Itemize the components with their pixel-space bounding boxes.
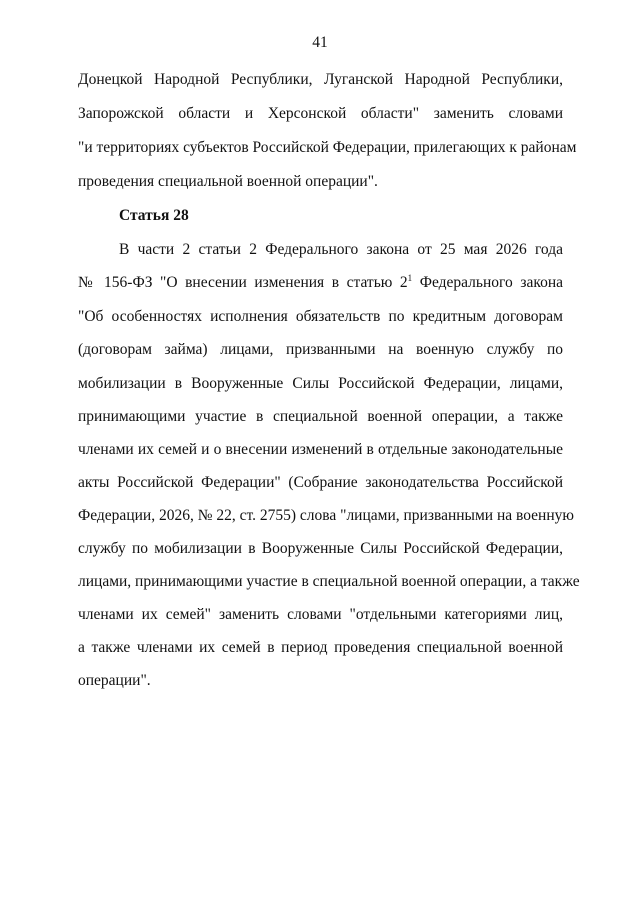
- text-line: а также членами их семей в период проведения специальной военной: [78, 639, 563, 656]
- text-line: "и территориях субъектов Российской Федерации, прилегающих к районам: [78, 139, 577, 156]
- text-line: "Об особенностях исполнения обязательств по кредитным договорам: [78, 308, 563, 325]
- text-fragment: Федерального закона: [412, 274, 563, 291]
- text-line: принимающими участие в специальной военной операции, а также: [78, 408, 563, 425]
- text-line: мобилизации в Вооруженные Силы Российской Федерации, лицами,: [78, 375, 563, 392]
- text-line: Федерации, 2026, № 22, ст. 2755) слова "лицами, призванными на военную: [78, 507, 574, 524]
- superscript: 1: [407, 272, 413, 283]
- text-line: службу по мобилизации в Вооруженные Силы Российской Федерации,: [78, 540, 563, 557]
- page-number: 41: [312, 34, 328, 51]
- text-line: В части 2 статьи 2 Федерального закона от 25 мая 2026 года: [119, 241, 563, 258]
- text-line: [78, 273, 563, 293]
- article-heading: Статья 28: [119, 207, 189, 224]
- text-line: Запорожской области и Херсонской области" заменить словами: [78, 105, 563, 122]
- text-line: Донецкой Народной Республики, Луганской Народной Республики,: [78, 71, 563, 88]
- text-line: (договорам займа) лицами, призванными на военную службу по: [78, 341, 563, 358]
- text-fragment: № 156-ФЗ "О внесении изменения в статью 2: [78, 274, 408, 291]
- text-line: акты Российской Федерации" (Собрание законодательства Российской: [78, 474, 563, 491]
- text-line: членами их семей" заменить словами "отдельными категориями лиц,: [78, 606, 563, 623]
- text-line: членами их семей и о внесении изменений в отдельные законодательные: [78, 441, 563, 458]
- text-line: проведения специальной военной операции".: [78, 173, 378, 190]
- text-line: операции".: [78, 672, 151, 689]
- text-line: лицами, принимающими участие в специальной военной операции, а также: [78, 573, 580, 590]
